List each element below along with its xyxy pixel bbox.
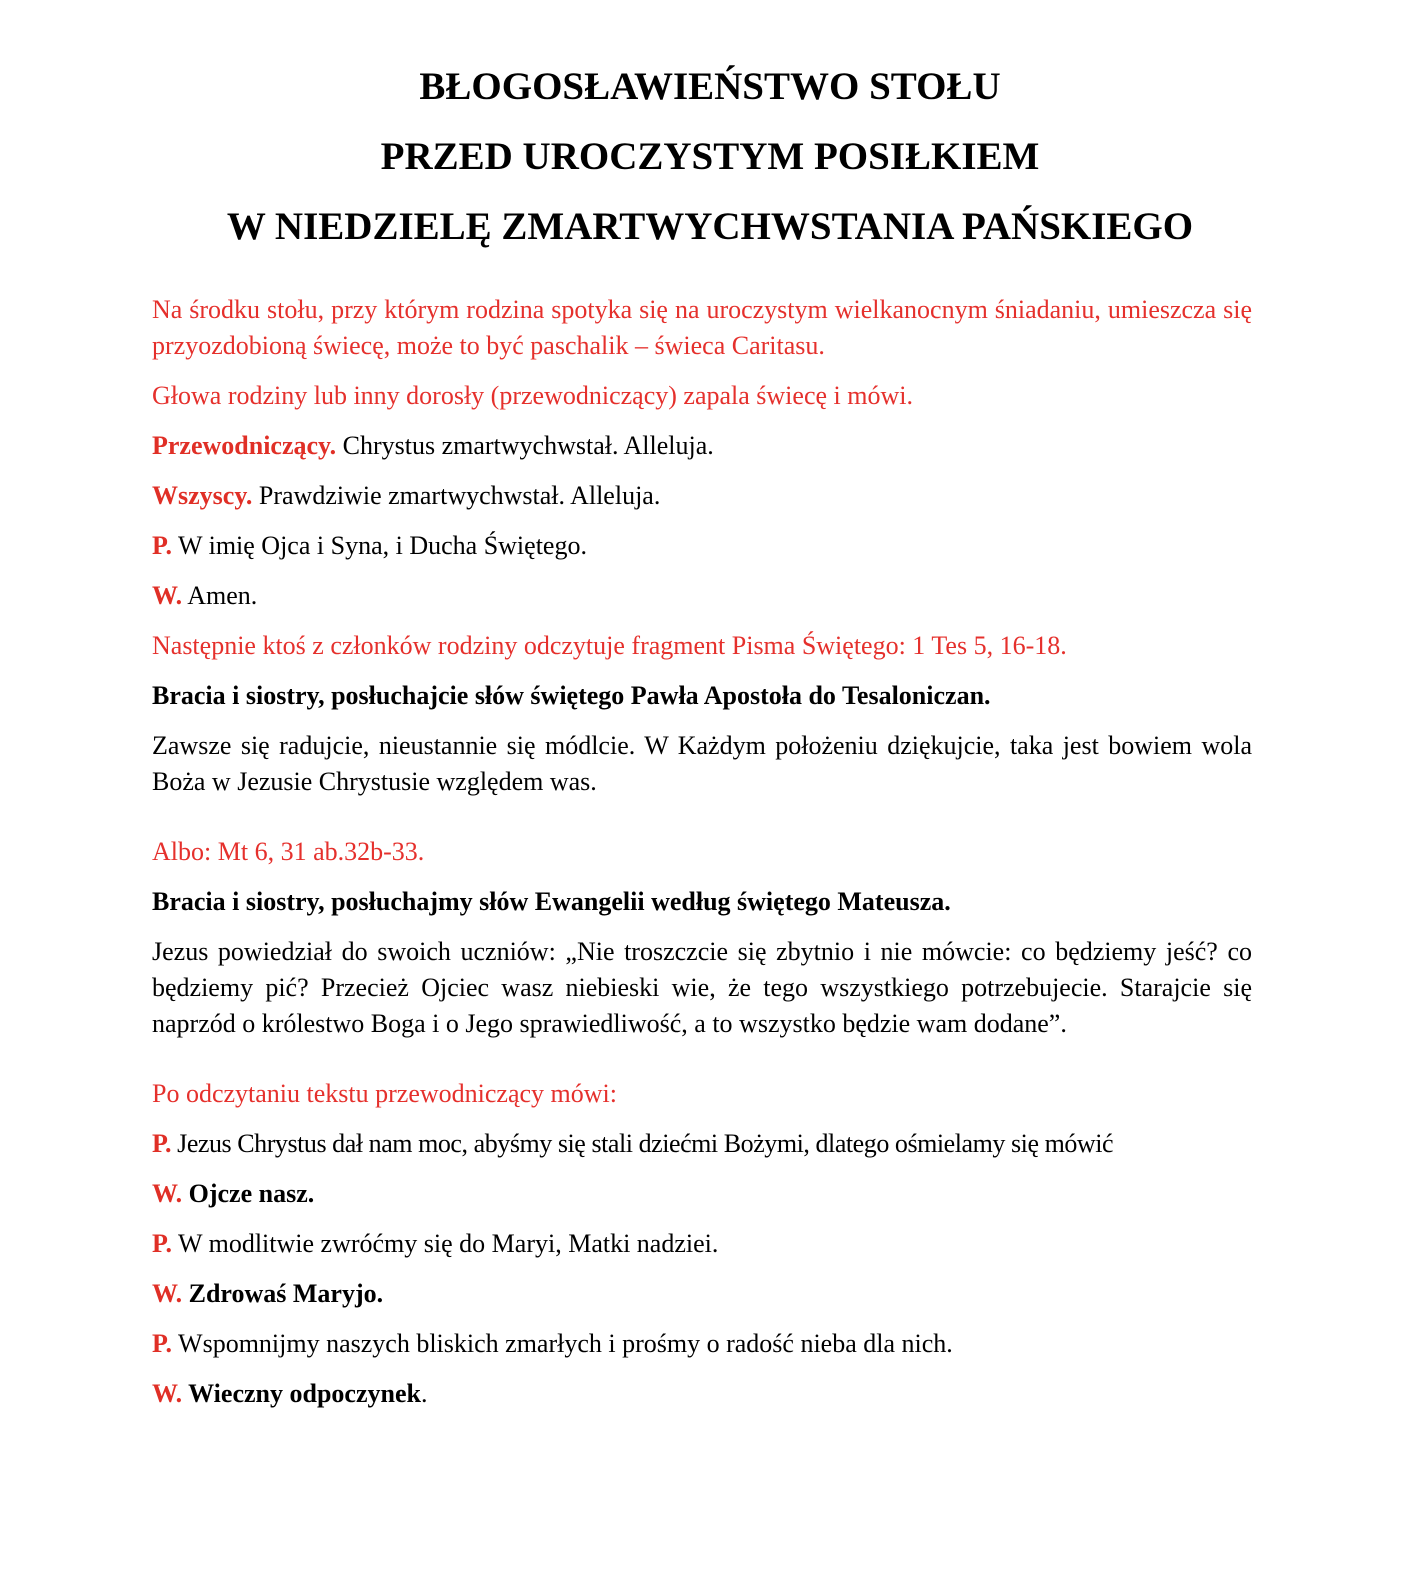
prayer-text: Ojcze nasz. (182, 1179, 315, 1208)
rubric-lighting: Głowa rodziny lub inny dorosły (przewodniczący) zapala świecę i mówi. (152, 381, 913, 410)
title-line-2: PRZED UROCZYSTYM POSIŁKIEM (380, 135, 1040, 178)
speaker-label: W. (152, 1179, 183, 1208)
speaker-label: Przewodniczący. (152, 431, 337, 460)
reading2-intro: Bracia i siostry, posłuchajmy słów Ewangelii według świętego Mateusza. (152, 887, 951, 916)
title-line-1: BŁOGOSŁAWIEŃSTWO STOŁU (419, 65, 1001, 108)
dialog-text: Chrystus zmartwychwstał. Alleluja. (336, 431, 714, 460)
dialog-line (152, 1226, 1252, 1262)
dialog-line (152, 578, 1252, 614)
prayer-text: Zdrowaś Maryjo. (182, 1279, 384, 1308)
dialog-text: Wspomnijmy naszych bliskich zmarłych i prośmy o radość nieba dla nich. (172, 1329, 953, 1358)
dialog-line (152, 1276, 1252, 1312)
speaker-label: W. (152, 1279, 183, 1308)
speaker-label: W. (152, 581, 183, 610)
speaker-label: W. (152, 1379, 183, 1408)
dialog-text: Jezus Chrystus dał nam moc, abyśmy się stali dziećmi Bożymi, dlatego ośmielamy się mówić (171, 1129, 1114, 1158)
prayer-tail: . (420, 1379, 428, 1408)
speaker-label: P. (152, 1229, 172, 1258)
dialog-line (152, 428, 1252, 464)
prayer-text: Wieczny odpoczynek (182, 1379, 421, 1408)
dialog-line (152, 478, 1252, 514)
rubric-candle: Na środku stołu, przy którym rodzina spotyka się na uroczystym wielkanocnym śniadaniu, umieszcza się przyozdobioną świecę, może to być paschalik – świeca Caritasu. (152, 295, 1252, 360)
rubric-reading: Następnie ktoś z członków rodziny odczytuje fragment Pisma Świętego: 1 Tes 5, 16-18. (152, 631, 1067, 660)
speaker-label: P. (152, 1129, 172, 1158)
speaker-label: P. (152, 1329, 172, 1358)
dialog-line (152, 1326, 1252, 1362)
reading1-intro: Bracia i siostry, posłuchajcie słów świętego Pawła Apostoła do Tesaloniczan. (152, 681, 991, 710)
reading1-text: Zawsze się radujcie, nieustannie się módlcie. W Każdym położeniu dziękujcie, taka jest bowiem wola Boża w Jezusie Chrystusie względem was. (152, 731, 1252, 796)
dialog-text: Prawdziwie zmartwychwstał. Alleluja. (252, 481, 661, 510)
document-title-block (0, 52, 1420, 262)
rubric-after-reading: Po odczytaniu tekstu przewodniczący mówi: (152, 1079, 617, 1108)
speaker-label: P. (152, 531, 172, 560)
speaker-label: Wszyscy. (152, 481, 253, 510)
dialog-line (152, 528, 1252, 564)
dialog-text: W imię Ojca i Syna, i Ducha Świętego. (172, 531, 587, 560)
dialog-line (152, 1376, 1252, 1412)
title-line-3: W NIEDZIELĘ ZMARTWYCHWSTANIA PAŃSKIEGO (226, 205, 1194, 248)
rubric-alternative: Albo: Mt 6, 31 ab.32b-33. (152, 837, 425, 866)
dialog-text: Amen. (182, 581, 258, 610)
dialog-text: W modlitwie zwróćmy się do Maryi, Matki nadziei. (172, 1229, 719, 1258)
dialog-line (152, 1176, 1252, 1212)
dialog-line (152, 1126, 1252, 1162)
document-body (152, 292, 1252, 1426)
reading2-text: Jezus powiedział do swoich uczniów: „Nie troszczcie się zbytnio i nie mówcie: co będziemy jeść? co będziemy pić? Przecież Ojciec wasz niebieski wie, że tego wszystkiego potrzebujecie. Starajcie się naprzód o królestwo Boga i o Jego sprawiedliwość, a to wszystko będzie wam dodane”. (152, 937, 1252, 1038)
